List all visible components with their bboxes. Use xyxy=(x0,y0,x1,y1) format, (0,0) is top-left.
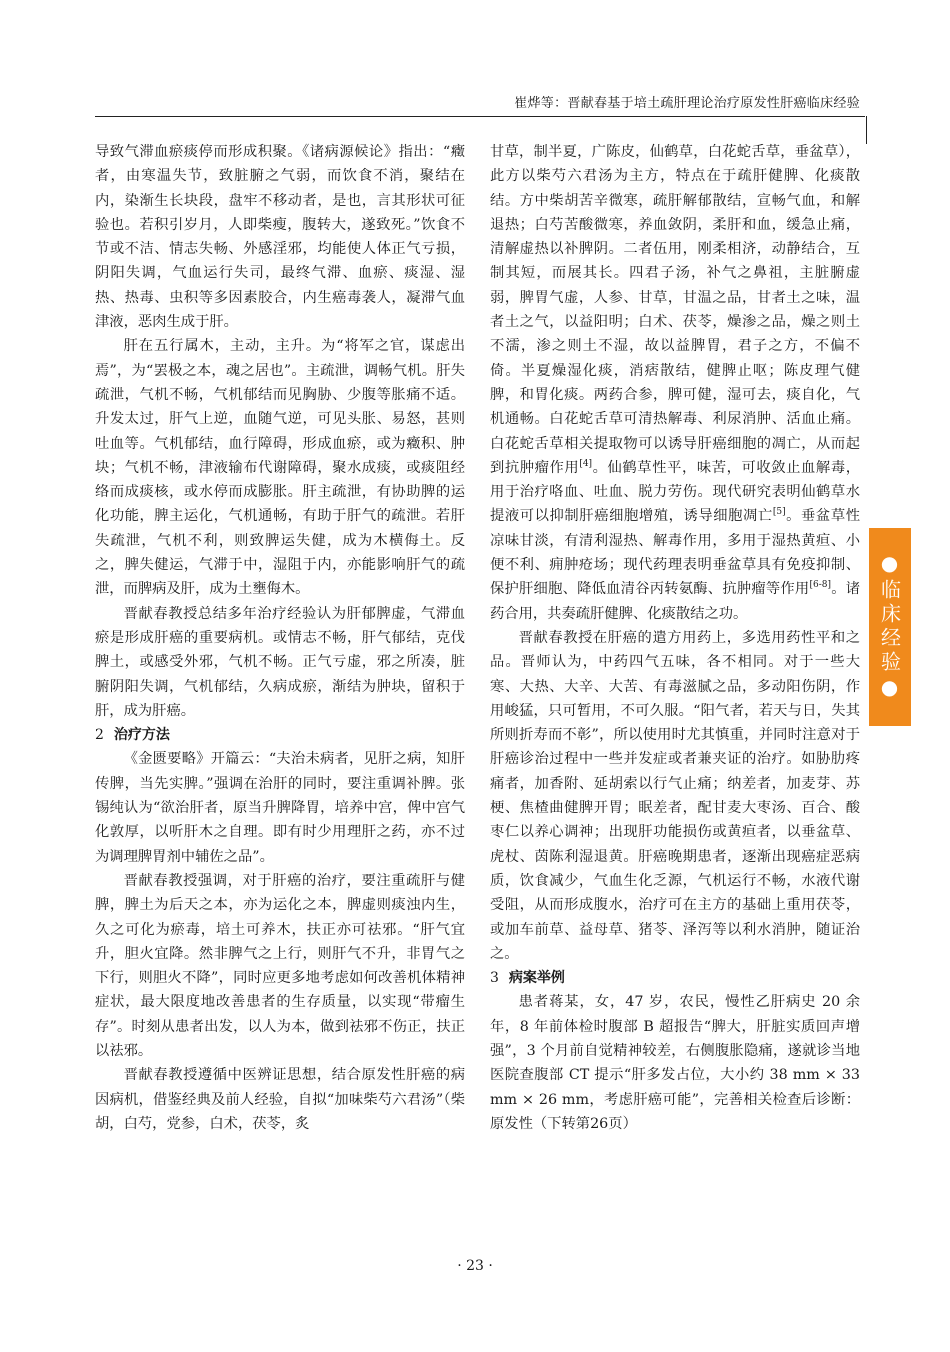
side-tab-label: ●临床经验● xyxy=(877,551,902,703)
section-title: 治疗方法 xyxy=(113,727,170,744)
paragraph: 《金匮要略》开篇云：“夫治未病者，见肝之病，知肝传脾，当先实脾。”强调在治肝的同时，要注重调补脾。张锡纯认为“欲治肝者，原当升脾降胃，培养中宫，俾中宫气化敦厚，以听肝木之自理。即有时少用理肝之药，亦不过为调理脾胃剂中辅佐之品”。 xyxy=(95,751,465,865)
header-vertical-rule xyxy=(866,116,867,144)
left-column xyxy=(95,140,465,1136)
section-number: 3 xyxy=(490,970,499,987)
section-heading xyxy=(95,723,465,747)
paragraph: 肝在五行属木，主动，主升。为“将军之官，谋虑出焉”，为“罢极之本，魂之居也”。主疏泄，调畅气机。肝失疏泄，气机不畅，气机郁结而见胸胁、少腹等胀痛不适。升发太过，肝气上逆，血随气逆，可见头胀、易怒，甚则吐血等。气机郁结，血行障碍，形成血瘀，或为癥积、肿块；气机不畅，津液输布代谢障碍，聚水成痰，或痰阻经络而成痰核，或水停而成膨胀。肝主疏泄，有协助脾的运化功能，脾主运化，气机通畅，有助于肝气的疏泄。若肝失疏泄，气机不利，则致脾运失健，成为木横侮土。反之，脾失健运，气滞于中，湿阻于内，亦能影响肝气的疏泄，而脾病及肝，成为土壅侮木。 xyxy=(95,338,465,598)
right-column xyxy=(490,140,860,1136)
page-number: · 23 · xyxy=(457,1258,493,1274)
paragraph: 晋献春教授强调，对于肝癌的治疗，要注重疏肝与健脾，脾土为后天之本，亦为运化之本，脾虚则痰浊内生，久之可化为瘀毒，培土可养木，扶正亦可祛邪。“肝气宜升，胆火宜降。然非脾气之上行，则肝气不升，非胃气之下行，则胆火不降”，同时应更多地考虑如何改善机体精神症状，最大限度地改善患者的生存质量，以实现“带瘤生存”。时刻从患者出发，以人为本，做到祛邪不伤正，扶正以祛邪。 xyxy=(95,872,465,1059)
section-side-tab xyxy=(869,528,911,726)
text-run: 。诸药合用，共奏疏肝健脾、化痰散结之功。 xyxy=(490,581,861,622)
paragraph xyxy=(490,140,860,626)
section-title: 病案举例 xyxy=(508,970,565,987)
citation[interactable]: [4] xyxy=(579,459,593,470)
paragraph: 晋献春教授总结多年治疗经验认为肝郁脾虚，气滞血瘀是形成肝癌的重要病机。或情志不畅，肝气郁结，克伐脾土，或感受外邪，气机不畅。正气亏虚，邪之所凑，脏腑阴阳失调，气机郁结，久病成瘀，渐结为肿块，留积于肝，成为肝癌。 xyxy=(95,605,465,719)
text-run: 甘草，制半夏，广陈皮，仙鹤草，白花蛇舌草，垂盆草），此方以柴芍六君汤为主方，特点在于疏肝健脾、化痰散结。方中柴胡苦辛微寒，疏肝解郁散结，宣畅气血，和解退热；白芍苦酸微寒，养血敛阴，柔肝和血，缓急止痛，清解虚热以补脾阴。二者伍用，刚柔相济，动静结合，互制其短，而展其长。四君子汤，补气之鼻祖，主脏腑虚弱，脾胃气虚，人参、甘草，甘温之品，甘者土之味，温者土之气，以益阳明；白术、茯苓，燥渗之品，燥之则土不濡，渗之则土不湿，故以益脾胃，君子之方，不偏不倚。半夏燥湿化痰，消痞散结，健脾止呕；陈皮理气健脾，和胃化痰。两药合参，脾可健，湿可去，痰自化，气机通畅。白花蛇舌草可清热解毒、利尿消肿、活血止痛。白花蛇舌草相关提取物可以诱导肝癌细胞的凋亡，从而起到抗肿瘤作用 xyxy=(490,144,860,476)
text-run: 。垂盆草性凉味甘淡，有清利湿热、解毒作用，多用于湿热黄疸、小便不利、痈肿疮场；现代药理表明垂盆草具有免疫抑制、保护肝细胞、降低血清谷丙转氨酶、抗肿瘤等作用 xyxy=(490,508,861,598)
paragraph: 晋献春教授遵循中医辨证思想，结合原发性肝癌的病因病机，借鉴经典及前人经验，自拟“加味柴芍六君汤”（柴胡，白芍，党参，白术，茯苓，炙 xyxy=(95,1067,465,1132)
header-rule xyxy=(95,116,865,117)
text-run: 。仙鹤草性平，味苦，可收敛止血解毒，用于治疗咯血、吐血、脱力劳伤。现代研究表明仙鹤草水提液可以抑制肝癌细胞增殖，诱导细胞凋亡 xyxy=(490,459,860,525)
paragraph: 导致气滞血瘀痰停而形成积聚。《诸病源候论》指出：“癥者，由寒温失节，致脏腑之气弱，而饮食不消，聚结在内，染渐生长块段，盘牢不移动者，是也，言其形状可征验也。若积引岁月，人即柴瘦，腹转大，遂致死。”饮食不节或不洁、情志失畅、外感淫邪，均能使人体正气亏损，阴阳失调，气血运行失司，最终气滞、血瘀、痰湿、湿热、热毒、虫积等多因素胶合，内生癌毒袭人，凝滞气血津液，恶肉生成于肝。 xyxy=(95,144,465,331)
paragraph: 患者蒋某，女，47 岁，农民，慢性乙肝病史 20 余年，8 年前体检时腹部 B 超报告“脾大，肝脏实质回声增强”，3 个月前自觉精神较差，右侧腹胀隐痛，遂就诊当地医院查腹部 CT 提示“肝多发占位，大小约 38 mm × 33 mm × 26 mm，考虑肝癌可能”，完善相关检查后诊断：原发性（下转第26页） xyxy=(490,994,860,1132)
running-header: 崔烨等：晋献春基于培土疏肝理论治疗原发性肝癌临床经验 xyxy=(514,96,860,111)
section-number: 2 xyxy=(95,727,104,744)
section-heading xyxy=(490,966,860,990)
citation[interactable]: [6-8] xyxy=(809,580,831,591)
paragraph: 晋献春教授在肝癌的遣方用药上，多选用药性平和之品。晋师认为，中药四气五味，各不相同。对于一些大寒、大热、大辛、大苦、有毒滋腻之品，多动阳伤阴，作用峻猛，只可暂用，不可久服。“阳气者，若天与日，失其所则折寿而不彰”，所以使用时尤其慎重，并同时注意对于肝癌诊治过程中一些并发症或者兼夹证的治疗。如胁肋疼痛者，加香附、延胡索以行气止痛；纳差者，加麦芽、苏梗、焦楂曲健脾开胃；眠差者，配甘麦大枣汤、百合、酸枣仁以养心调神；出现肝功能损伤或黄疸者，以垂盆草、虎杖、茵陈利湿退黄。肝癌晚期患者，逐渐出现癌症恶病质，饮食减少，气血生化乏源，气机运行不畅，水液代谢受阻，从而形成腹水，治疗可在主方的基础上重用茯苓，或加车前草、益母草、猪苓、泽泻等以利水消肿，随证治之。 xyxy=(490,629,860,962)
citation[interactable]: [5] xyxy=(772,507,786,518)
